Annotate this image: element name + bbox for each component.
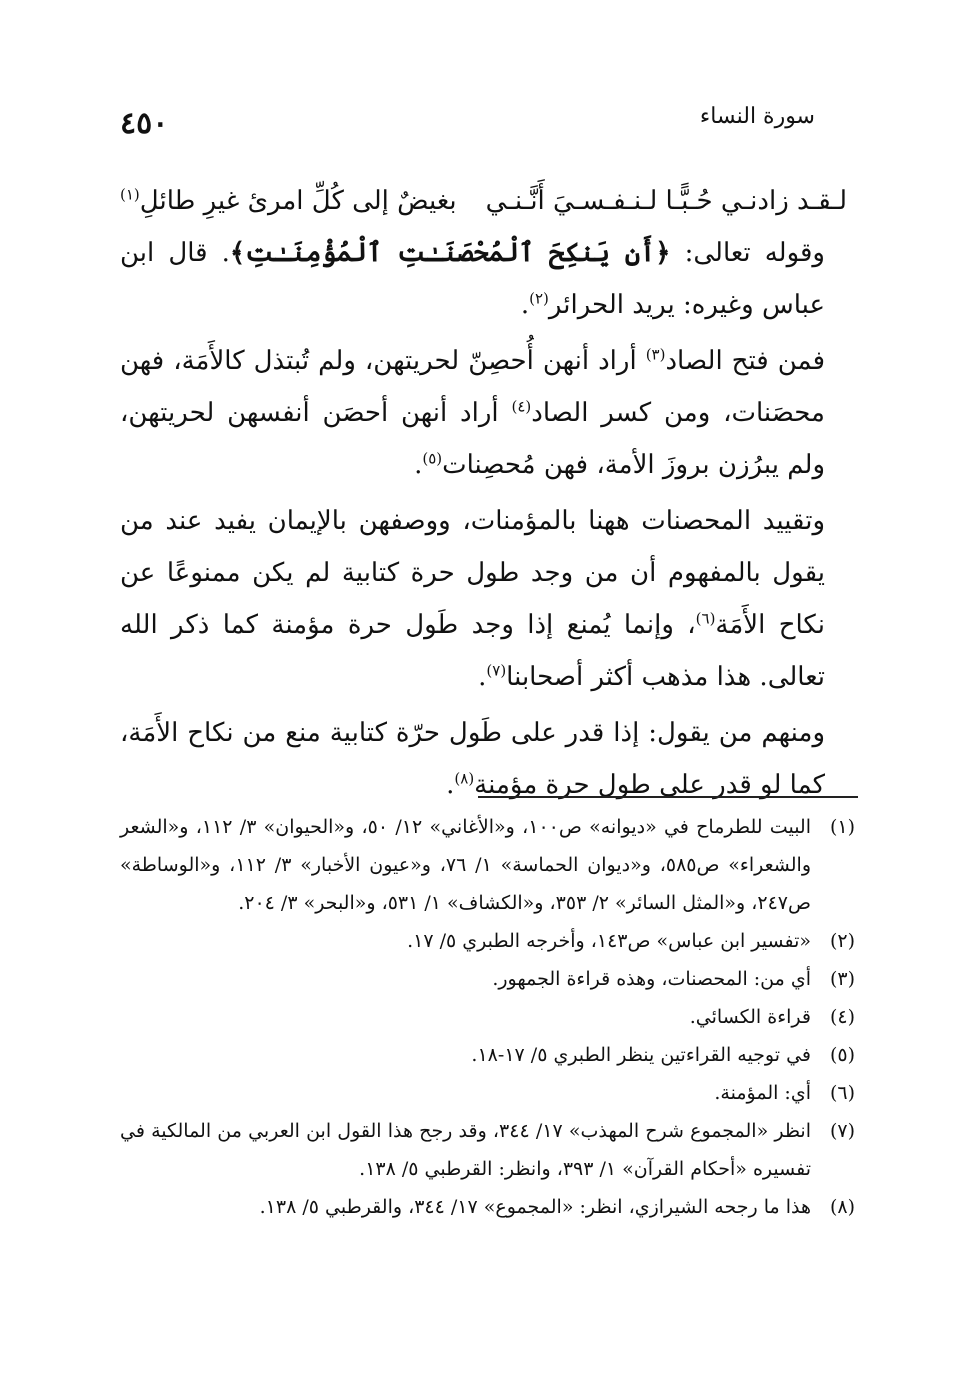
footnote-ref: (١) <box>120 185 140 204</box>
surah-title: سورة النساء <box>699 104 815 129</box>
footnote-ref: (٥) <box>422 449 443 468</box>
verse-second-hemistich: بغيضٌ إلى كُلِّ امرئ غيرِ طائلِ$^{(١)}$ <box>120 185 457 216</box>
footnote-ref: (٨) <box>454 769 475 788</box>
footnote-ref: (٣) <box>645 345 666 364</box>
footnote: (٧) انظر «المجموع شرح المهذب» ١٧/ ٣٤٤، وقد رجح هذا القول ابن العربي من المالكية في تفسيره «أحكام القرآن» ١/ ٣٩٣، وانظر: القرطبي ٥/ ١٣٨. <box>120 1120 855 1180</box>
page-header <box>120 98 855 148</box>
footnote: (٣) أي من: المحصنات، وهذه قراءة الجمهور. <box>492 968 855 990</box>
paragraph-3: وتقييد المحصنات ههنا بالمؤمنات، ووصفهن بالإيمان يفيد عند من يقول بالمفهوم أن من وجد طول حرة كتابية لم يكن ممنوعًا عن نكاح الأَمَة$^{(٦)}$، وإنما يُمنع إذا وجد طَول حرة مؤمنة كما ذكر الله تعالى. هذا مذهب أكثر أصحابنا$^{(٧)}$. <box>120 506 825 692</box>
paragraph-2: فمن فتح الصاد$^{(٣)}$ أراد أنهن أُحصِنّ لحريتهن، ولم تُبتذل كالأَمَة، فهن محصَنات، ومن كسر الصاد$^{(٤)}$ أراد أنهن أحصَن أنفسهن لحريتهن، ولم يبرُزن بروزَ الأمة، فهن مُحصِنات$^{(٥)}$. <box>120 345 825 480</box>
footnote: (٥) في توجيه القراءتين ينظر الطبري ٥/ ١٧-١٨. <box>471 1044 855 1066</box>
footnote-ref: (٢) <box>529 289 549 308</box>
footnote-separator <box>478 796 858 798</box>
poetry-verse <box>120 175 847 227</box>
paragraph-4: ومنهم من يقول: إذا قدر على طَول حرّة كتابية منع من نكاح الأَمَة، كما لو قدر على طول حرة مؤمنة$^{(٨)}$. <box>120 718 825 800</box>
paragraph-1: وقوله تعالى: ﴿أَن يَنكِحَ ٱلْمُحْصَنَـٰتِ ٱلْمُؤْمِنَـٰتِ﴾. قال ابن عباس وغيره: يريد الحرائر$^{(٢)}$. <box>120 238 825 320</box>
footnote: (٦) أي: المؤمنة. <box>714 1082 855 1104</box>
verse-first-hemistich: لـقـد زادنـي حُـبًّـا لـنـفـسـيَ أَنَّـنـي <box>485 186 847 216</box>
footnotes <box>120 808 855 1226</box>
quran-quote: ﴿أَن يَنكِحَ ٱلْمُحْصَنَـٰتِ ٱلْمُؤْمِنَـٰتِ﴾ <box>229 238 671 268</box>
footnote-ref: (٤) <box>511 397 532 416</box>
footnote: (٢) «تفسير ابن عباس» ص١٤٣، وأخرجه الطبري ٥/ ١٧. <box>407 930 855 952</box>
footnote: (٨) هذا ما رجحه الشيرازي، انظر: «المجموع» ١٧/ ٣٤٤، والقرطبي ٥/ ١٣٨. <box>259 1196 855 1218</box>
main-text <box>120 175 847 815</box>
footnote-ref: (٧) <box>486 661 507 680</box>
footnote: (٤) قراءة الكسائي. <box>689 1006 855 1028</box>
page-number: ٤٥٠ <box>120 106 169 141</box>
footnote-ref: (٦) <box>695 609 716 628</box>
footnote: (١) البيت للطرماح في «ديوانه» ص١٠٠، و«الأغاني» ١٢/ ٥٠، و«الحيوان» ٣/ ١١٢، و«الشعر والشعراء» ص٥٨٥، و«ديوان الحماسة» ١/ ٧٦، و«عيون الأخبار» ٣/ ١١٢، و«الوساطة» ص٢٤٧، و«المثل السائر» ٢/ ٣٥٣، و«الكشاف» ١/ ٥٣١، و«البحر» ٣/ ٢٠٤. <box>120 816 855 914</box>
